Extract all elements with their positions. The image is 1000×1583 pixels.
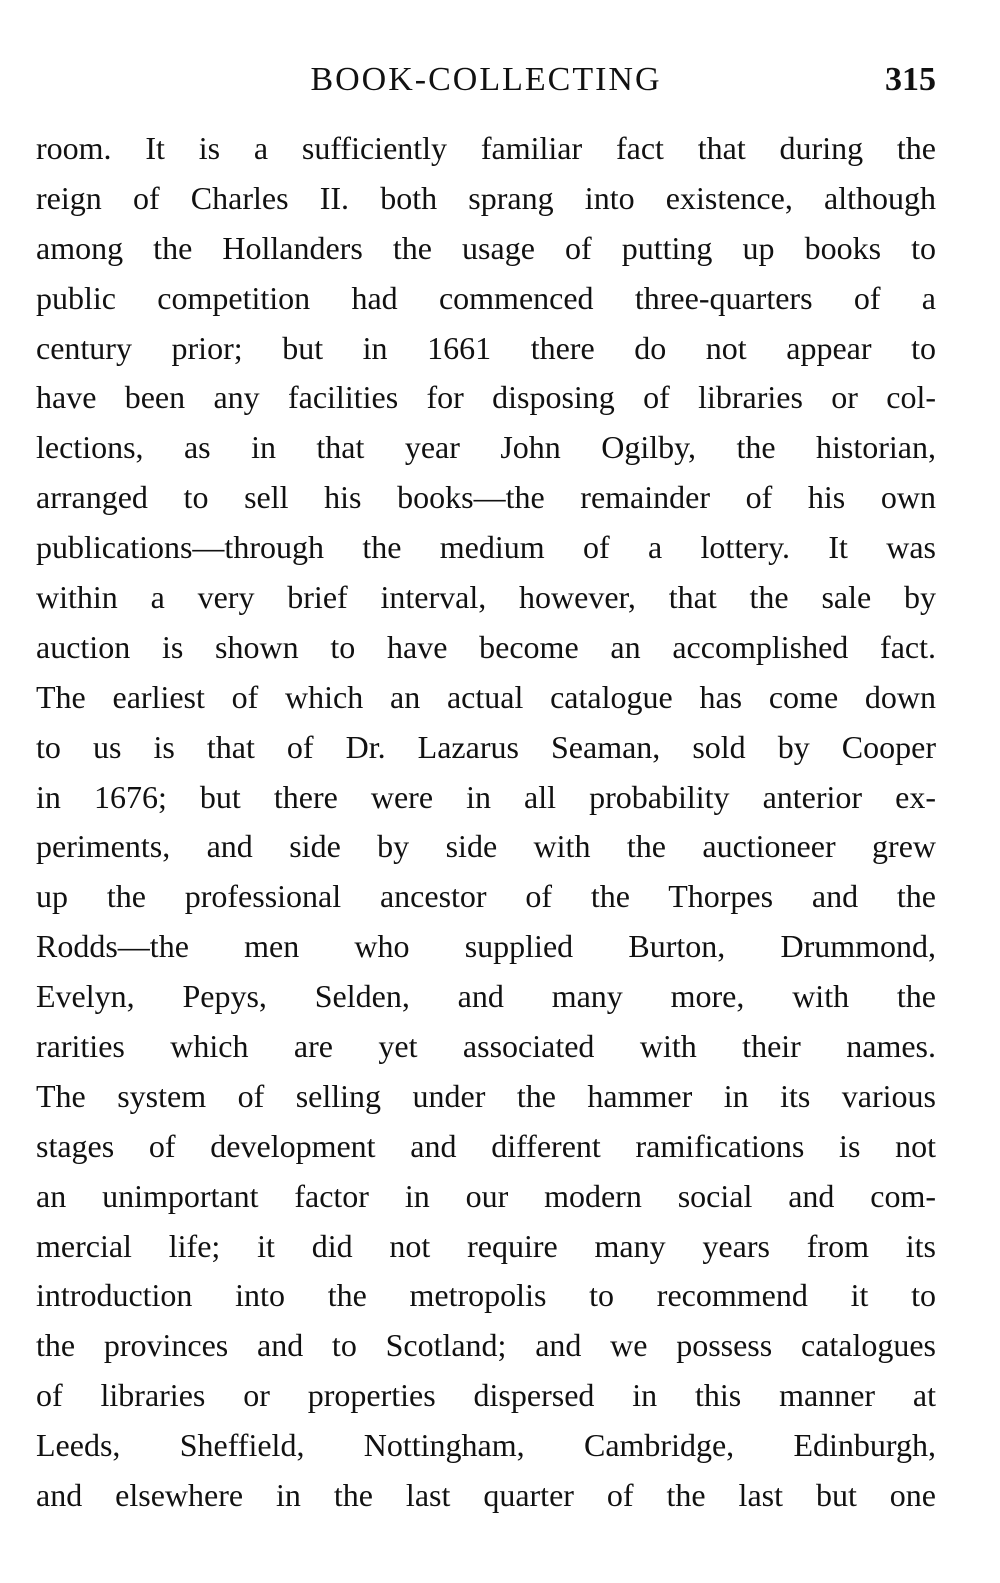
text-line: the provinces and to Scotland; and we possess catalogues bbox=[36, 1327, 936, 1364]
running-title: BOOK-COLLECTING bbox=[310, 61, 662, 98]
running-head bbox=[36, 58, 936, 102]
text-line: periments, and side by side with the auctioneer grew bbox=[36, 828, 936, 865]
text-line: of libraries or properties dispersed in this manner at bbox=[36, 1377, 936, 1414]
text-line: among the Hollanders the usage of putting up books to bbox=[36, 229, 936, 266]
text-line: reign of Charles II. both sprang into existence, although bbox=[36, 179, 936, 216]
text-line: within a very brief interval, however, that the sale by bbox=[36, 579, 936, 616]
text-line: public competition had commenced three-quarters of a bbox=[36, 279, 936, 316]
text-line: century prior; but in 1661 there do not appear to bbox=[36, 329, 936, 366]
text-line: arranged to sell his books—the remainder of his own bbox=[36, 479, 936, 516]
text-line: publications—through the medium of a lottery. It was bbox=[36, 529, 936, 566]
text-line: Rodds—the men who supplied Burton, Drummond, bbox=[36, 928, 936, 965]
text-line: Leeds, Sheffield, Nottingham, Cambridge, Edinburgh, bbox=[36, 1427, 936, 1464]
text-line: to us is that of Dr. Lazarus Seaman, sold by Cooper bbox=[36, 728, 936, 765]
text-line: Evelyn, Pepys, Selden, and many more, with the bbox=[36, 978, 936, 1015]
text-line: and elsewhere in the last quarter of the last but one bbox=[36, 1477, 936, 1514]
page-number: 315 bbox=[885, 61, 936, 98]
text-line: The earliest of which an actual catalogue has come down bbox=[36, 678, 936, 715]
text-line: auction is shown to have become an accomplished fact. bbox=[36, 628, 936, 665]
text-line: have been any facilities for disposing of libraries or col- bbox=[36, 379, 936, 416]
text-line: introduction into the metropolis to recommend it to bbox=[36, 1277, 936, 1314]
text-line: in 1676; but there were in all probability anterior ex- bbox=[36, 778, 936, 815]
text-line: stages of development and different ramifications is not bbox=[36, 1127, 936, 1164]
body-text bbox=[36, 124, 936, 1521]
text-line: rarities which are yet associated with their names. bbox=[36, 1028, 936, 1065]
text-line: mercial life; it did not require many years from its bbox=[36, 1227, 936, 1264]
text-line: room. It is a sufficiently familiar fact that during the bbox=[36, 130, 936, 166]
text-line: up the professional ancestor of the Thorpes and the bbox=[36, 878, 936, 915]
text-line: lections, as in that year John Ogilby, the historian, bbox=[36, 429, 936, 466]
text-line: an unimportant factor in our modern social and com- bbox=[36, 1177, 936, 1214]
text-line: The system of selling under the hammer in its various bbox=[36, 1077, 936, 1114]
